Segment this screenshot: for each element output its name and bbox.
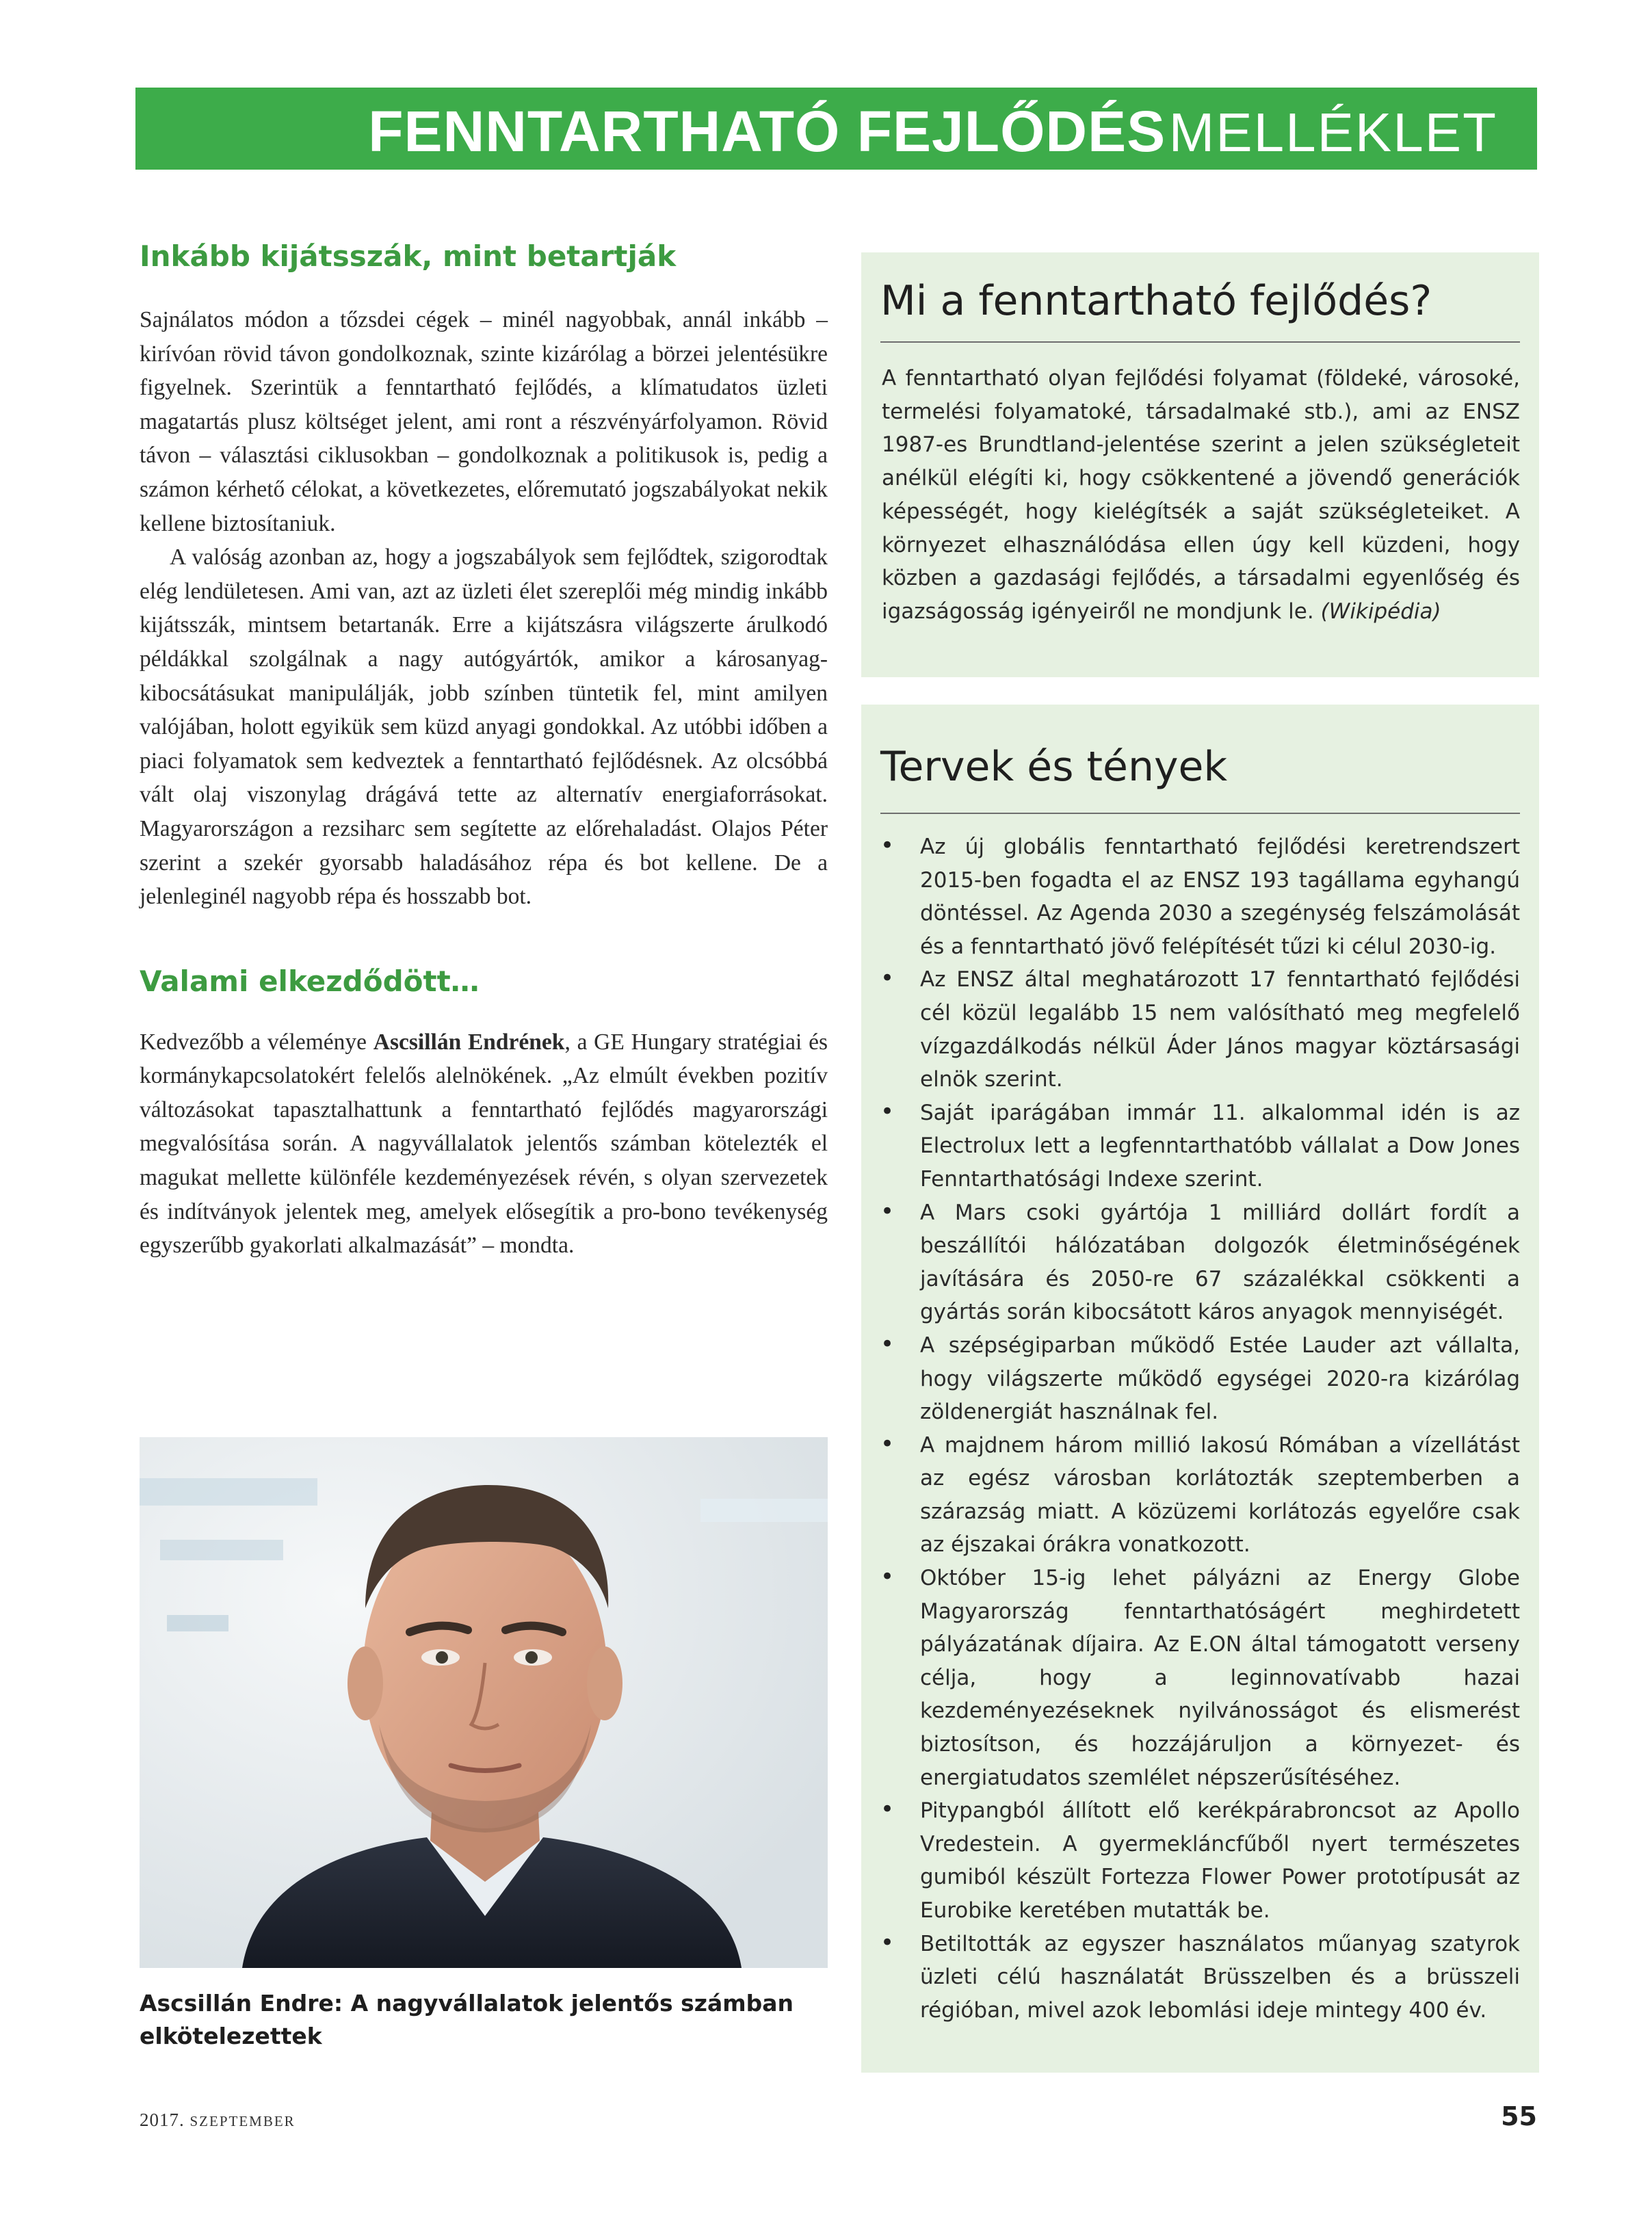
article-paragraph-3 bbox=[140, 1025, 828, 1263]
list-item bbox=[880, 1562, 1520, 1794]
fact-text: Az új globális fenntartható fejlődési keretrendszert 2015-ben fogadta el az ENSZ 193 tagállama egyhangú döntéssel. Az Agenda 2030 a szegénység felszámolását és a fenntartható jövő felépítését tűzi ki célul 2030-ig. bbox=[920, 835, 1520, 959]
list-item bbox=[880, 1429, 1520, 1562]
article-heading-2: Valami elkezdődött… bbox=[140, 964, 480, 998]
facts-box-title: Tervek és tények bbox=[880, 743, 1228, 791]
banner-title-bold: FENNTARTHATÓ FEJLŐDÉS bbox=[368, 99, 1166, 163]
article-paragraph-1: Sajnálatos módon a tőzsdei cégek – minél nagyobbak, annál inkább – kirívóan rövid távon gondolkoznak, szinte kizárólag a börzei jelentésükre figyelnek. Szerintük a fenntartható fejlődés, a klímatudatos üzleti magatartás plusz költséget jelent, ami ront a részvényárfolyamon. Rövid távon – választási ciklusokban – gondolkoznak a politikusok is, pedig a számon kérhető célokat, a következetes, előremutató jogszabályokat nekik kellene biztosítaniuk. bbox=[140, 307, 828, 536]
fact-text: Pitypangból állított elő kerékpárabroncsot az Apollo Vredestein. A gyermekláncfűből nyert természetes gumiból készült Fortezza Flower Power prototípusát az Eurobike keretében mutatták be. bbox=[920, 1798, 1520, 1923]
definition-box-title: Mi a fenntartható fejlődés? bbox=[880, 277, 1432, 325]
bullet-icon: • bbox=[880, 1430, 895, 1458]
definition-box bbox=[861, 252, 1539, 677]
article-heading-1: Inkább kijátsszák, mint betartják bbox=[140, 239, 677, 273]
definition-box-rule bbox=[880, 341, 1520, 343]
fact-text: Saját iparágában immár 11. alkalommal idén is az Electrolux lett a legfenntarthatóbb vállalat a Dow Jones Fenntarthatósági Indexe szerint. bbox=[920, 1100, 1520, 1192]
list-item bbox=[880, 830, 1520, 963]
bullet-icon: • bbox=[880, 832, 895, 859]
bullet-icon: • bbox=[880, 1330, 895, 1358]
banner-title bbox=[368, 97, 1497, 166]
fact-text: A szépségiparban működő Estée Lauder azt vállalta, hogy világszerte működő egységei 2020-ra kizárólag zöldenergiát használnak fel. bbox=[920, 1332, 1520, 1425]
fact-text: Az ENSZ által meghatározott 17 fenntartható fejlődési cél közül legalább 15 nem valósítható meg megfelelő vízgazdálkodás nélkül Áder János magyar köztársasági elnök szerint. bbox=[920, 967, 1520, 1092]
article-paragraph-2: A valóság azonban az, hogy a jogszabályok sem fejlődtek, szigorodtak elég lendületesen. Ami van, azt az üzleti élet szereplői még mindig inkább kijátsszák, mintsem betartanák. Erre a kijátszásra világszerte árulkodó példákkal szolgálnak a nagy autógyártók, amikor a károsanyag-kibocsátásukat manipulálják, jobb színben tüntetik fel, mint amilyen valójában, holott egyikük sem küzd anyagi gondokkal. Az utóbbi időben a piaci folyamatok sem kedveztek a fenntartható fejlődésnek. Az olcsóbbá vált olaj viszonylag drágává tette az alternatív energiaforrásokat. Magyarországon a rezsiharc sem segítette az előrehaladást. Olajos Péter szerint a szekér gyorsabb haladásához répa és bot kellene. De a jelenleginél nagyobb répa és hosszabb bot. bbox=[140, 544, 828, 910]
bullet-icon: • bbox=[880, 964, 895, 993]
banner-title-light: MELLÉKLET bbox=[1168, 102, 1497, 163]
article-column bbox=[140, 239, 828, 1263]
list-item bbox=[880, 1196, 1520, 1329]
caption-name: Ascsillán Endre bbox=[140, 1990, 334, 2017]
fact-text: A majdnem három millió lakosú Rómában a vízellátást az egész városban korlátozták szeptemberben a szárazság miatt. A közüzemi korlátozás egyelőre csak az éjszakai órákra vonatkozott. bbox=[920, 1432, 1520, 1558]
list-item bbox=[880, 963, 1520, 1096]
facts-box-rule bbox=[880, 813, 1520, 814]
fact-text: A Mars csoki gyártója 1 milliárd dollárt fordít a beszállítói hálózatában dolgozók életminőségének javítására és 2050-re 67 százalékkal csökkenti a gyártás során kibocsátott káros anyagok mennyiségét. bbox=[920, 1200, 1520, 1325]
definition-box-body bbox=[882, 362, 1520, 629]
issue-date bbox=[140, 2110, 296, 2131]
section-banner bbox=[135, 88, 1537, 170]
portrait-illustration bbox=[140, 1437, 828, 1968]
bullet-icon: • bbox=[880, 1197, 895, 1225]
definition-source: (Wikipédia) bbox=[1320, 599, 1441, 624]
facts-list bbox=[880, 830, 1520, 2027]
caption-text: : A nagyvállalatok jelentős számban elkötelezettek bbox=[140, 1990, 794, 2049]
issue-month: SZEPTEMBER bbox=[189, 2113, 296, 2129]
list-item bbox=[880, 1928, 1520, 2027]
list-item bbox=[880, 1794, 1520, 1927]
issue-year: 2017. bbox=[140, 2110, 185, 2130]
facts-box bbox=[861, 705, 1539, 2073]
paragraph-3-lead: Kedvezőbb a véleménye bbox=[140, 1029, 373, 1055]
list-item bbox=[880, 1097, 1520, 1196]
bullet-icon: • bbox=[880, 1928, 895, 1956]
portrait-photo bbox=[140, 1437, 828, 1968]
list-item bbox=[880, 1329, 1520, 1429]
bullet-icon: • bbox=[880, 1796, 895, 1824]
fact-text: Október 15-ig lehet pályázni az Energy Globe Magyarország fenntarthatóságért meghirdetett pályázatának díjaira. Az E.ON által támogatott verseny célja, hogy a leginnovatívabb hazai kezdeményezéseknek nyilvánosságot és elismerést biztosítson, és hozzájáruljon a környezet- és energiatudatos szemlélet népszerűsítéséhez. bbox=[920, 1566, 1520, 1790]
page-number: 55 bbox=[1501, 2101, 1537, 2131]
bullet-icon: • bbox=[880, 1097, 895, 1125]
interviewee-name: Ascsillán Endrének bbox=[373, 1029, 565, 1055]
bullet-icon: • bbox=[880, 1563, 895, 1591]
photo-caption bbox=[140, 1987, 837, 2053]
paragraph-3-rest: , a GE Hungary stratégiai és kormánykapcsolatokért felelős alelnökének. „Az elmúlt években pozitív változásokat tapasztalhattunk a fenntartható fejlődés magyarországi megvalósítása során. A nagyvállalatok jelentős számban kötelezték el magukat mellette különféle kezdeményezések révén, s olyan szervezetek és indítványok jelentek meg, amelyek elősegítik a pro-bono tevékenység egyszerűbb gyakorlati alkalmazását” – mondta. bbox=[140, 1029, 828, 1259]
definition-text: A fenntartható olyan fejlődési folyamat (földeké, városoké, termelési folyamatoké, társadalmaké stb.), ami az ENSZ 1987-es Brundtland-jelentése szerint a jelen szükségleteit anélkül elégíti ki, hogy csökkentené a jövendő generációk képességét, hogy kielégítsék a saját szükségleteiket. A környezet elhasználódása ellen úgy kell küzdeni, hogy közben a gazdasági fejlődés, a társadalmi egyenlőség és igazságosság igényeiről ne mondjunk le. bbox=[882, 366, 1520, 624]
fact-text: Betiltották az egyszer használatos műanyag szatyrok üzleti célú használatát Brüsszelben és a brüsszeli régióban, mivel azok lebomlási ideje mintegy 400 év. bbox=[920, 1931, 1520, 2023]
